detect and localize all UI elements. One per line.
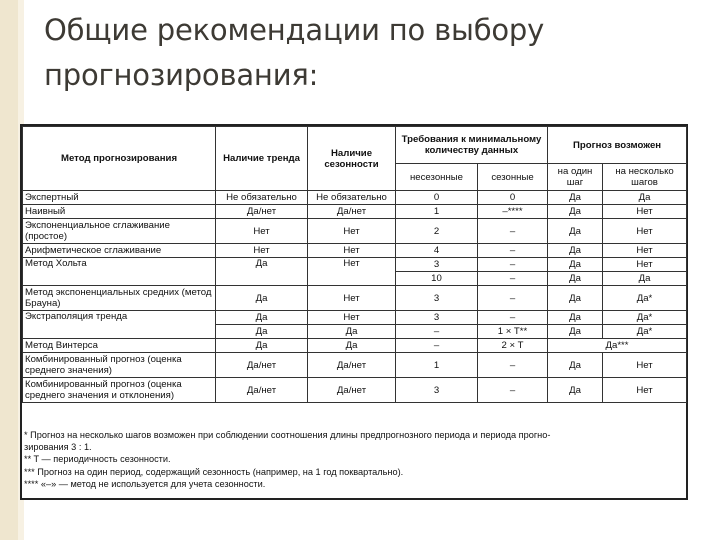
cell-method: Комбинированный прогноз (оценка среднего значения и отклонения) bbox=[23, 378, 216, 403]
cell-one-step: Да bbox=[548, 244, 603, 258]
cell-season: Нет bbox=[308, 244, 396, 258]
cell-season: Нет bbox=[308, 286, 396, 311]
cell-season: Да bbox=[308, 339, 396, 353]
cell-seasonal: – bbox=[478, 244, 548, 258]
cell-method: Комбинированный прогноз (оценка среднего значения) bbox=[23, 353, 216, 378]
cell-method: Метод экспоненциальных средних (метод Брауна) bbox=[23, 286, 216, 311]
cell-one-step: Да bbox=[548, 205, 603, 219]
cell-multi-step: Да bbox=[603, 272, 687, 286]
table-row bbox=[23, 339, 687, 353]
cell-season: Да/нет bbox=[308, 378, 396, 403]
cell-trend: Да/нет bbox=[216, 205, 308, 219]
cell-method: Наивный bbox=[23, 205, 216, 219]
table-row bbox=[23, 205, 687, 219]
cell-one-step: Да bbox=[548, 258, 603, 272]
cell-method: Метод Винтерса bbox=[23, 339, 216, 353]
cell-seasonal: – bbox=[478, 353, 548, 378]
cell-one-step: Да bbox=[548, 311, 603, 325]
cell-one-step: Да bbox=[548, 219, 603, 244]
cell-forecast-merged: Да*** bbox=[548, 339, 687, 353]
header-multi-step: на несколько шагов bbox=[603, 164, 687, 191]
table-row bbox=[23, 378, 687, 403]
cell-multi-step: Нет bbox=[603, 258, 687, 272]
cell-nonseasonal: 10 bbox=[396, 272, 478, 286]
cell-seasonal: – bbox=[478, 286, 548, 311]
cell-multi-step: Да bbox=[603, 191, 687, 205]
cell-seasonal: 1 × T** bbox=[478, 325, 548, 339]
decorative-side-strip bbox=[0, 0, 18, 540]
cell-seasonal: –**** bbox=[478, 205, 548, 219]
cell-nonseasonal: 1 bbox=[396, 205, 478, 219]
cell-one-step: Да bbox=[548, 286, 603, 311]
header-method: Метод прогнозирования bbox=[23, 127, 216, 191]
cell-method: Экспертный bbox=[23, 191, 216, 205]
cell-one-step: Да bbox=[548, 378, 603, 403]
table-row bbox=[23, 311, 687, 325]
cell-nonseasonal: 0 bbox=[396, 191, 478, 205]
cell-seasonal: 2 × T bbox=[478, 339, 548, 353]
footnote-line: ** T — периодичность сезонности. bbox=[24, 454, 171, 465]
cell-nonseasonal: 2 bbox=[396, 219, 478, 244]
cell-trend: Да/нет bbox=[216, 378, 308, 403]
cell-trend: Да/нет bbox=[216, 353, 308, 378]
table-row bbox=[23, 244, 687, 258]
slide-title: Общие рекомендации по выбору прогнозирования: bbox=[44, 13, 545, 92]
table-row bbox=[23, 258, 687, 272]
cell-multi-step: Нет bbox=[603, 244, 687, 258]
header-forecast: Прогноз возможен bbox=[548, 127, 687, 164]
cell-season: Да/нет bbox=[308, 205, 396, 219]
cell-method: Метод Хольта bbox=[23, 258, 216, 286]
table-row bbox=[23, 191, 687, 205]
cell-nonseasonal: 4 bbox=[396, 244, 478, 258]
cell-one-step: Да bbox=[548, 191, 603, 205]
footnote-line: *** Прогноз на один период, содержащий сезонность (например, на 1 год поквартально). bbox=[24, 466, 404, 477]
recommendation-table bbox=[22, 126, 687, 403]
cell-multi-step: Да* bbox=[603, 311, 687, 325]
cell-method: Экспоненциальное сглаживание (простое) bbox=[23, 219, 216, 244]
cell-season: Да bbox=[308, 325, 396, 339]
cell-season: Нет bbox=[308, 219, 396, 244]
cell-seasonal: – bbox=[478, 272, 548, 286]
cell-method: Арифметическое сглаживание bbox=[23, 244, 216, 258]
cell-season: Нет bbox=[308, 311, 396, 325]
header-seasonal: сезонные bbox=[478, 164, 548, 191]
cell-multi-step: Нет bbox=[603, 219, 687, 244]
cell-nonseasonal: 3 bbox=[396, 311, 478, 325]
cell-one-step: Да bbox=[548, 272, 603, 286]
table-row bbox=[23, 219, 687, 244]
cell-nonseasonal: 3 bbox=[396, 286, 478, 311]
footnotes bbox=[24, 429, 684, 490]
cell-trend: Да bbox=[216, 311, 308, 325]
cell-season: Не обязательно bbox=[308, 191, 396, 205]
cell-nonseasonal: – bbox=[396, 325, 478, 339]
recommendation-table-container bbox=[20, 124, 688, 500]
cell-trend: Да bbox=[216, 339, 308, 353]
cell-multi-step: Нет bbox=[603, 378, 687, 403]
cell-one-step: Да bbox=[548, 353, 603, 378]
cell-nonseasonal: 3 bbox=[396, 258, 478, 272]
cell-trend: Да bbox=[216, 286, 308, 311]
cell-season: Нет bbox=[308, 258, 396, 286]
cell-method: Экстраполяция тренда bbox=[23, 311, 216, 339]
cell-multi-step: Нет bbox=[603, 353, 687, 378]
cell-trend: Нет bbox=[216, 219, 308, 244]
header-nonseasonal: несезонные bbox=[396, 164, 478, 191]
header-trend: Наличие тренда bbox=[216, 127, 308, 191]
cell-one-step: Да bbox=[548, 325, 603, 339]
header-season: Наличие сезонности bbox=[308, 127, 396, 191]
cell-multi-step: Нет bbox=[603, 205, 687, 219]
header-one-step: на один шаг bbox=[548, 164, 603, 191]
cell-seasonal: – bbox=[478, 258, 548, 272]
cell-seasonal: – bbox=[478, 311, 548, 325]
header-data-requirements: Требования к минимальному количеству данных bbox=[396, 127, 548, 164]
cell-seasonal: 0 bbox=[478, 191, 548, 205]
cell-nonseasonal: 3 bbox=[396, 378, 478, 403]
footnote-line: зирования 3 : 1. bbox=[24, 442, 92, 453]
cell-trend: Нет bbox=[216, 244, 308, 258]
table-row bbox=[23, 286, 687, 311]
cell-nonseasonal: – bbox=[396, 339, 478, 353]
cell-trend: Да bbox=[216, 258, 308, 286]
cell-seasonal: – bbox=[478, 378, 548, 403]
cell-seasonal: – bbox=[478, 219, 548, 244]
cell-multi-step: Да* bbox=[603, 286, 687, 311]
cell-season: Да/нет bbox=[308, 353, 396, 378]
cell-trend: Не обязательно bbox=[216, 191, 308, 205]
footnote-line: **** «–» — метод не используется для учета сезонности. bbox=[24, 478, 266, 489]
cell-multi-step: Да* bbox=[603, 325, 687, 339]
cell-nonseasonal: 1 bbox=[396, 353, 478, 378]
table-row bbox=[23, 353, 687, 378]
footnote-line: * Прогноз на несколько шагов возможен при соблюдении соотношения длины предпрогнозного периода и периода прогно- bbox=[24, 430, 551, 440]
cell-trend: Да bbox=[216, 325, 308, 339]
